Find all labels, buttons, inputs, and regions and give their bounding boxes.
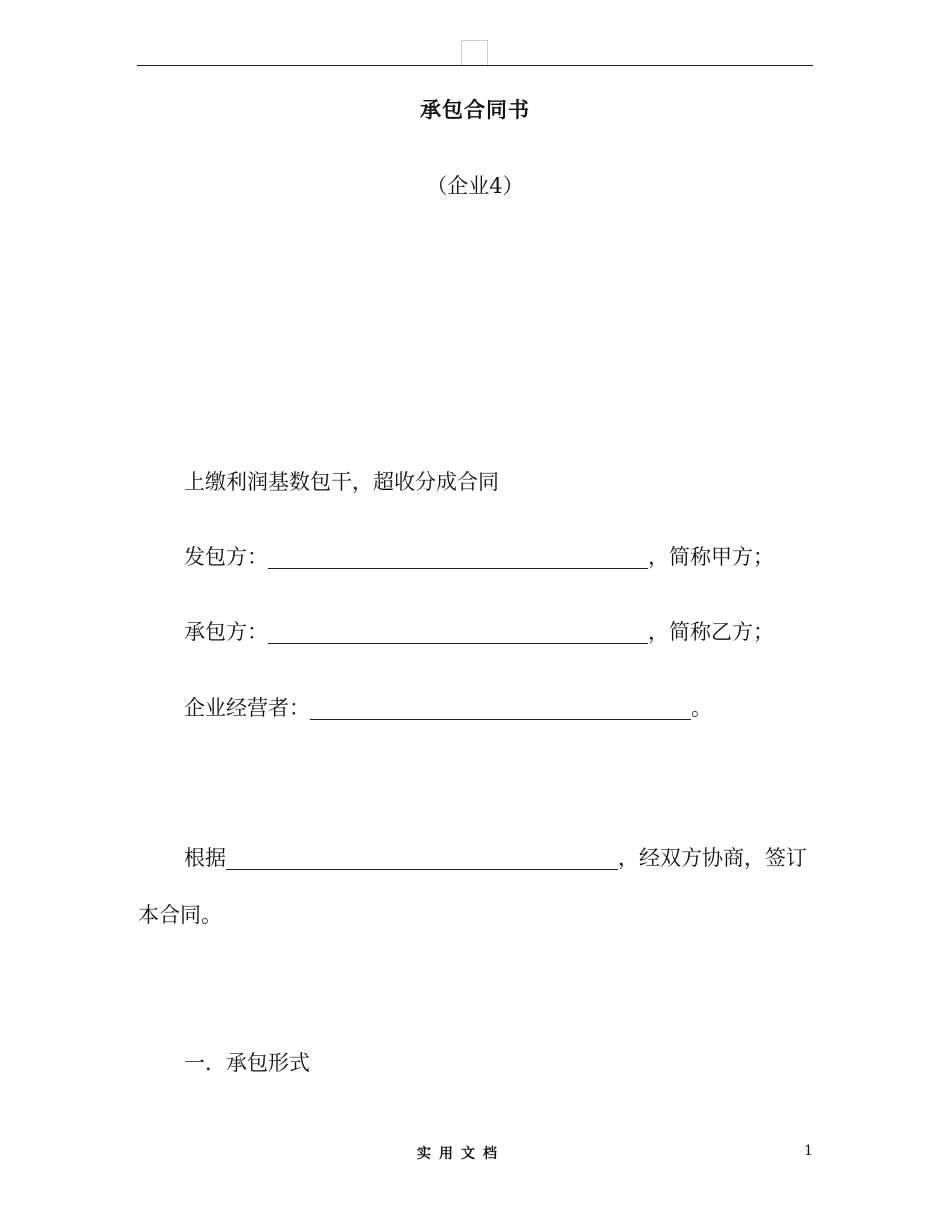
document-subtitle: （企业4）	[426, 174, 524, 198]
party-a-label: 发包方：	[184, 545, 268, 569]
operator-label: 企业经营者：	[184, 696, 310, 720]
footer-text: 实用文档	[417, 1146, 505, 1162]
header-box	[461, 40, 488, 65]
section-1-heading: 一．承包形式	[184, 1051, 310, 1075]
section-1-heading-line	[184, 1049, 310, 1077]
basis-line	[184, 844, 807, 872]
contract-type-line	[184, 468, 499, 496]
basis-continuation: 本合同。	[138, 903, 222, 927]
party-b-blank	[268, 619, 648, 644]
operator-suffix: 。	[691, 696, 712, 720]
party-a-line	[184, 543, 774, 571]
header-rule	[137, 65, 813, 66]
party-b-label: 承包方：	[184, 620, 268, 644]
operator-line	[184, 694, 712, 722]
party-a-suffix: ，简称甲方；	[648, 545, 774, 569]
basis-prefix: 根据	[184, 846, 226, 870]
operator-blank	[310, 695, 691, 720]
contract-type-text: 上缴利润基数包干，超收分成合同	[184, 470, 499, 494]
party-a-blank	[268, 544, 648, 569]
basis-blank	[226, 845, 618, 870]
page-number: 1	[804, 1143, 813, 1159]
basis-suffix: ，经双方协商，签订	[618, 846, 807, 870]
party-b-suffix: ，简称乙方；	[648, 620, 774, 644]
party-b-line	[184, 618, 774, 646]
document-title: 承包合同书	[420, 97, 530, 122]
